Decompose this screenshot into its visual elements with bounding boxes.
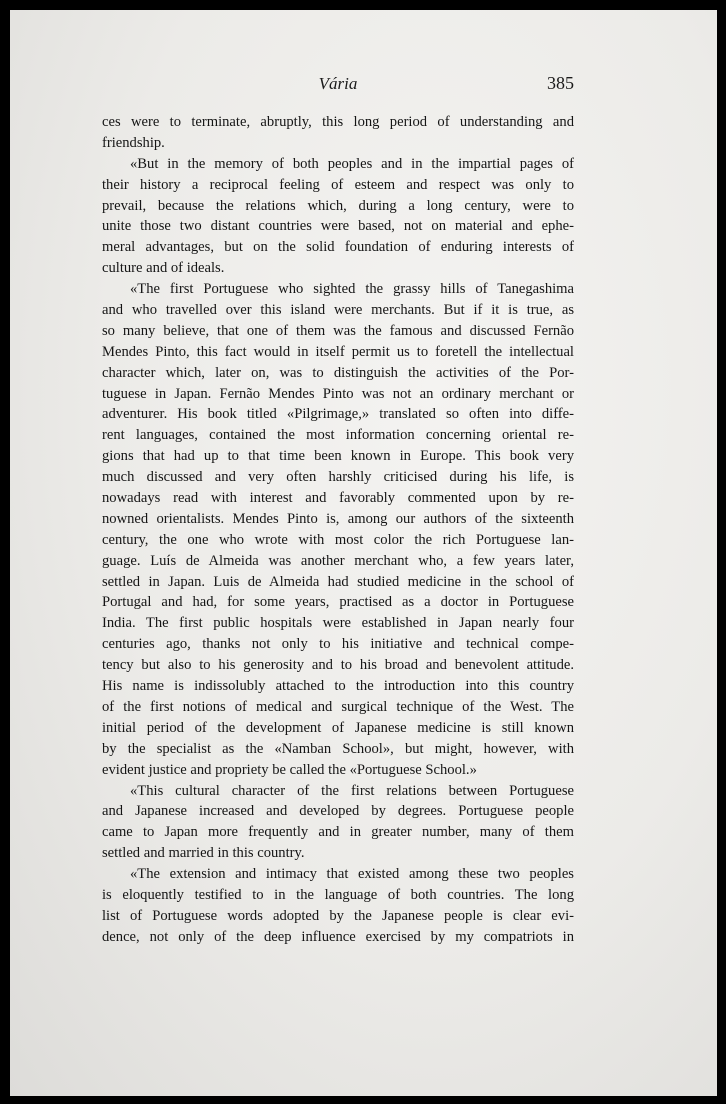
text-line: «But in the memory of both peoples and in the impartial pages of	[130, 155, 574, 172]
text-line: adventurer. His book titled «Pilgrimage,» translated so often into diffe-	[102, 406, 574, 423]
text-line: by the specialist as the «Namban School», but might, however, with	[102, 740, 574, 757]
text-line: friendship.	[102, 134, 165, 151]
paragraph	[102, 279, 574, 780]
text-line: settled in Japan. Luis de Almeida had studied medicine in the school of	[102, 573, 574, 590]
page-header	[102, 74, 574, 98]
text-line: came to Japan more frequently and in greater number, many of them	[102, 824, 574, 841]
paragraph	[102, 112, 574, 154]
text-line: His name is indissolubly attached to the introduction into this country	[102, 678, 574, 695]
text-line: of the first notions of medical and surgical technique of the West. The	[102, 698, 574, 715]
text-line: culture and of ideals.	[102, 260, 225, 277]
text-line: rent languages, contained the most information concerning oriental re-	[102, 427, 574, 444]
text-line: gions that had up to that time been known in Europe. This book very	[102, 448, 574, 465]
text-line: «The extension and intimacy that existed among these two peoples	[130, 866, 574, 883]
text-line: tuguese in Japan. Fernão Mendes Pinto was not an ordinary merchant or	[102, 385, 574, 402]
text-line: century, the one who wrote with most color the rich Portuguese lan-	[102, 531, 574, 548]
running-title: Vária	[318, 74, 358, 93]
text-line: Mendes Pinto, this fact would in itself permit us to foretell the intellectual	[102, 343, 574, 360]
text-line: so many believe, that one of them was the famous and discussed Fernão	[102, 322, 574, 339]
text-line: is eloquently testified to in the language of both countries. The long	[102, 886, 574, 903]
text-line: guage. Luís de Almeida was another merchant who, a few years later,	[102, 552, 574, 569]
text-line: tency but also to his generosity and to his broad and benevolent attitude.	[102, 657, 574, 674]
paragraph	[102, 154, 574, 279]
text-line: nowadays read with interest and favorably commented upon by re-	[102, 490, 574, 507]
paragraph	[102, 864, 574, 948]
text-line: «This cultural character of the first relations between Portuguese	[130, 782, 574, 799]
text-line: ces were to terminate, abruptly, this long period of understanding and	[102, 114, 574, 130]
text-line: list of Portuguese words adopted by the Japanese people is clear evi-	[102, 907, 574, 924]
text-line: nowned orientalists. Mendes Pinto is, among our authors of the sixteenth	[102, 510, 574, 527]
body-text	[102, 112, 574, 948]
text-line: meral advantages, but on the solid foundation of enduring interests of	[102, 239, 574, 256]
text-line: dence, not only of the deep influence exercised by my compatriots in	[102, 928, 574, 945]
text-line: their history a reciprocal feeling of esteem and respect was only to	[102, 176, 574, 193]
text-line: settled and married in this country.	[102, 845, 305, 862]
text-line: India. The first public hospitals were established in Japan nearly four	[102, 615, 574, 632]
text-line: centuries ago, thanks not only to his initiative and technical compe-	[102, 636, 574, 653]
text-line: and who travelled over this island were merchants. But if it is true, as	[102, 302, 574, 319]
text-line: «The first Portuguese who sighted the grassy hills of Tanegashima	[130, 281, 574, 298]
text-line: Portugal and had, for some years, practised as a doctor in Portuguese	[102, 594, 574, 611]
text-line: unite those two distant countries were based, not on material and ephe-	[102, 218, 574, 235]
text-line: and Japanese increased and developed by degrees. Portuguese people	[102, 803, 574, 820]
text-line: prevail, because the relations which, during a long century, were to	[102, 197, 574, 214]
text-line: initial period of the development of Japanese medicine is still known	[102, 719, 574, 736]
text-line: evident justice and propriety be called the «Portuguese School.»	[102, 761, 477, 778]
book-page	[10, 10, 717, 1096]
text-line: character which, later on, was to distinguish the activities of the Por-	[102, 364, 574, 381]
text-line: much discussed and very often harshly criticised during his life, is	[102, 469, 574, 486]
page-number: 385	[547, 73, 574, 93]
paragraph	[102, 781, 574, 865]
